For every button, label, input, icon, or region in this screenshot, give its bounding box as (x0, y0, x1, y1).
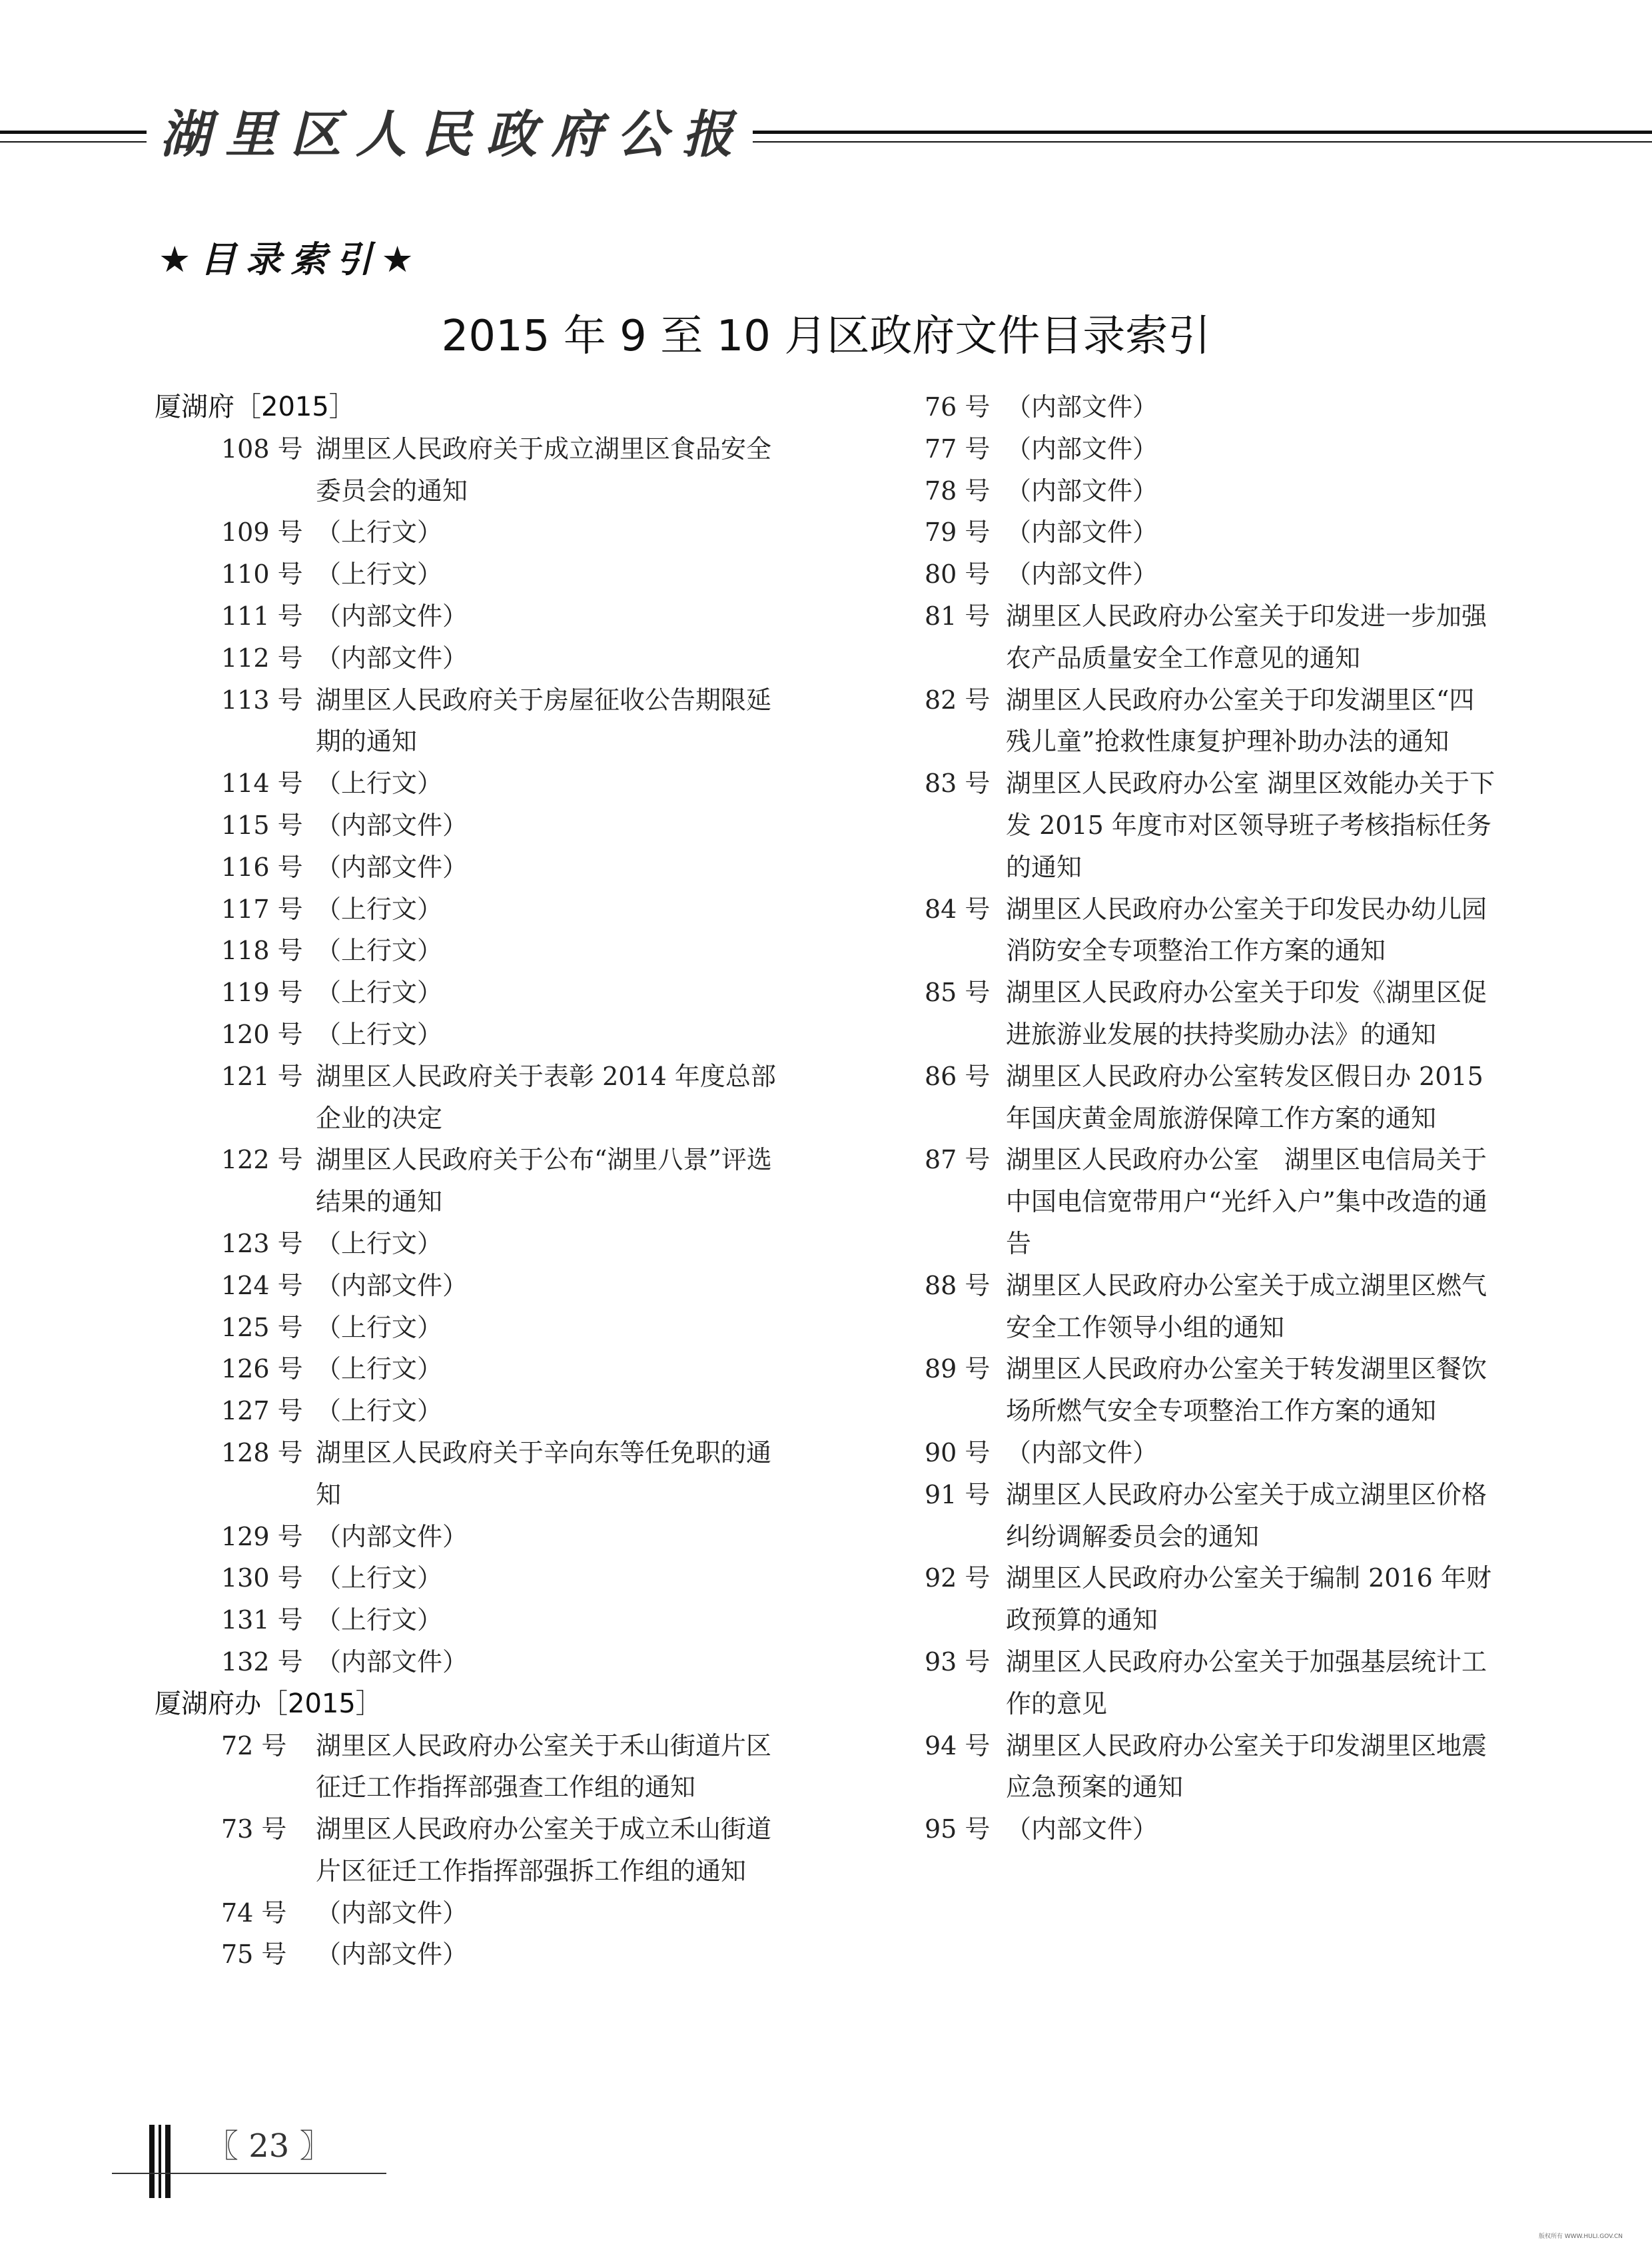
index-entry (925, 1808, 1511, 1850)
document-title: 湖里区人民政府办公室转发区假日办 2015 年国庆黄金周旅游保障工作方案的通知 (1006, 1061, 1483, 1133)
footer-bars-ornament (149, 2125, 173, 2198)
index-entry (155, 512, 821, 554)
header-rule-right-thin (613, 141, 1652, 143)
index-entry (925, 679, 1511, 763)
document-number: 93 号 (925, 1647, 991, 1677)
index-entry (155, 1223, 821, 1265)
footer-rule (112, 2173, 386, 2174)
document-number: 84 号 (925, 894, 991, 924)
index-entry (925, 1641, 1511, 1725)
document-title: 湖里区人民政府关于辛向东等任免职的通知 (316, 1437, 772, 1509)
document-title: （内部文件） (1006, 560, 1158, 589)
document-number: 75 号 (221, 1940, 287, 1970)
document-title: 湖里区人民政府关于公布“湖里八景”评选结果的通知 (316, 1145, 772, 1217)
index-entry (155, 889, 821, 931)
document-number: 73 号 (221, 1814, 287, 1844)
document-title: （上行文） (316, 518, 443, 548)
document-number: 125 号 (221, 1312, 303, 1342)
index-entry (155, 805, 821, 847)
document-number: 117 号 (221, 894, 303, 924)
index-entry (155, 1725, 821, 1809)
document-number: 123 号 (221, 1228, 303, 1258)
document-title: 湖里区人民政府办公室关于转发湖里区餐饮场所燃气安全专项整治工作方案的通知 (1006, 1354, 1487, 1426)
section-tag: ★目录索引★ (159, 238, 423, 280)
index-entry (155, 1348, 821, 1390)
document-number: 126 号 (221, 1354, 303, 1384)
document-number: 130 号 (221, 1563, 303, 1593)
document-number: 80 号 (925, 560, 991, 589)
document-title: 湖里区人民政府办公室关于印发湖里区“四残儿童”抢救性康复护理补助办法的通知 (1006, 685, 1475, 757)
document-number: 132 号 (221, 1647, 303, 1677)
index-entry (155, 1390, 821, 1432)
index-entry (925, 1725, 1511, 1809)
document-title: 湖里区人民政府办公室关于成立禾山街道片区征迁工作指挥部强拆工作组的通知 (316, 1814, 772, 1886)
index-entry (155, 1014, 821, 1056)
document-number: 86 号 (925, 1061, 991, 1091)
document-number: 121 号 (221, 1061, 303, 1091)
index-entry (155, 679, 821, 763)
document-title: 湖里区人民政府关于表彰 2014 年度总部企业的决定 (316, 1061, 776, 1133)
document-number: 127 号 (221, 1396, 303, 1426)
index-entry (155, 1599, 821, 1641)
document-number: 111 号 (221, 601, 303, 631)
document-title: （上行文） (316, 1312, 443, 1342)
page-number: 〖 23 〗 (206, 2127, 332, 2165)
document-number: 124 号 (221, 1270, 303, 1300)
document-number: 85 号 (925, 978, 991, 1008)
index-entry (925, 972, 1511, 1056)
document-number: 91 号 (925, 1479, 991, 1509)
document-title: 湖里区人民政府办公室 湖里区电信局关于中国电信宽带用户“光纤入户”集中改造的通告 (1006, 1145, 1487, 1258)
index-entry (925, 889, 1511, 972)
document-title: （内部文件） (1006, 1814, 1158, 1844)
document-number: 87 号 (925, 1145, 991, 1175)
document-number: 72 号 (221, 1730, 287, 1760)
document-title: （内部文件） (316, 1940, 468, 1970)
document-title: 湖里区人民政府办公室关于成立湖里区燃气安全工作领导小组的通知 (1006, 1270, 1487, 1342)
index-entry (155, 1934, 821, 1976)
index-entry (155, 1641, 821, 1683)
document-number: 122 号 (221, 1145, 303, 1175)
document-title: （内部文件） (316, 1647, 468, 1677)
index-entry (925, 1557, 1511, 1641)
index-entry (925, 1432, 1511, 1474)
document-number: 119 号 (221, 978, 303, 1008)
index-entry (925, 554, 1511, 595)
document-title: （上行文） (316, 978, 443, 1008)
document-number: 89 号 (925, 1354, 991, 1384)
index-entry (925, 428, 1511, 470)
gazette-title: 湖里区人民政府公报 (155, 101, 753, 168)
document-title: （上行文） (316, 1563, 443, 1593)
document-title: （内部文件） (316, 810, 468, 840)
document-title: 湖里区人民政府办公室关于编制 2016 年财政预算的通知 (1006, 1563, 1491, 1635)
index-entry (925, 1474, 1511, 1558)
left-column (155, 386, 821, 1976)
document-title: 湖里区人民政府办公室关于印发进一步加强农产品质量安全工作意见的通知 (1006, 601, 1487, 673)
document-title: （内部文件） (316, 601, 468, 631)
document-title: 湖里区人民政府办公室 湖里区效能办关于下发 2015 年度市对区领导班子考核指标任务的通知 (1006, 769, 1495, 882)
document-title: （上行文） (316, 1396, 443, 1426)
document-title: （内部文件） (1006, 476, 1158, 506)
document-number: 108 号 (221, 434, 303, 464)
document-title: （上行文） (316, 560, 443, 589)
document-title: （内部文件） (316, 1521, 468, 1551)
document-title: （内部文件） (1006, 434, 1158, 464)
document-number: 79 号 (925, 518, 991, 548)
document-title: 湖里区人民政府办公室关于印发民办幼儿园消防安全专项整治工作方案的通知 (1006, 894, 1487, 966)
document-title: （内部文件） (1006, 1437, 1158, 1467)
document-number: 120 号 (221, 1019, 303, 1049)
document-number: 82 号 (925, 685, 991, 715)
document-number: 81 号 (925, 601, 991, 631)
document-number: 114 号 (221, 769, 303, 799)
index-entry (155, 1808, 821, 1892)
index-entry (925, 595, 1511, 679)
index-entry (925, 512, 1511, 554)
document-number: 83 号 (925, 769, 991, 799)
index-entry (155, 428, 821, 512)
index-entry (925, 470, 1511, 512)
index-entry (155, 1307, 821, 1349)
index-entry (155, 554, 821, 595)
document-number: 109 号 (221, 518, 303, 548)
header-rule-left (0, 131, 147, 134)
document-title: （上行文） (316, 769, 443, 799)
page-title: 2015 年 9 至 10 月区政府文件目录索引 (441, 312, 1211, 361)
index-entry (155, 1265, 821, 1307)
header-rule-right (613, 131, 1652, 134)
document-number: 129 号 (221, 1521, 303, 1551)
document-number: 88 号 (925, 1270, 991, 1300)
document-title: （上行文） (316, 1605, 443, 1635)
document-title: 湖里区人民政府办公室关于印发湖里区地震应急预案的通知 (1006, 1730, 1487, 1802)
document-title: 湖里区人民政府办公室关于印发《湖里区促进旅游业发展的扶持奖励办法》的通知 (1006, 978, 1487, 1049)
index-entry (925, 763, 1511, 888)
document-title: （内部文件） (1006, 392, 1158, 422)
document-number: 128 号 (221, 1437, 303, 1467)
document-number: 113 号 (221, 685, 303, 715)
document-title: 湖里区人民政府办公室关于禾山街道片区征迁工作指挥部强查工作组的通知 (316, 1730, 772, 1802)
index-entry (155, 1139, 821, 1223)
right-column (925, 386, 1511, 1850)
document-title: （上行文） (316, 894, 443, 924)
document-title: 湖里区人民政府办公室关于成立湖里区价格纠纷调解委员会的通知 (1006, 1479, 1487, 1551)
index-entry (155, 763, 821, 805)
document-number: 94 号 (925, 1730, 991, 1760)
document-number: 90 号 (925, 1437, 991, 1467)
document-number: 78 号 (925, 476, 991, 506)
document-title: （上行文） (316, 1019, 443, 1049)
index-entry (925, 386, 1511, 428)
index-entry (155, 595, 821, 637)
document-title: （内部文件） (316, 852, 468, 882)
index-entry (155, 1892, 821, 1934)
document-number: 74 号 (221, 1898, 287, 1928)
index-entry (155, 1056, 821, 1140)
index-entry (925, 1056, 1511, 1140)
index-entry (155, 1516, 821, 1558)
document-number: 76 号 (925, 392, 991, 422)
document-title: （内部文件） (316, 1270, 468, 1300)
document-title: （内部文件） (316, 643, 468, 673)
document-number: 95 号 (925, 1814, 991, 1844)
document-number: 92 号 (925, 1563, 991, 1593)
document-number: 112 号 (221, 643, 303, 673)
document-title: 湖里区人民政府办公室关于加强基层统计工作的意见 (1006, 1647, 1487, 1718)
index-entry (155, 1432, 821, 1516)
index-entry (155, 637, 821, 679)
document-number: 110 号 (221, 560, 303, 589)
document-series-heading: 厦湖府办［2015］ (155, 1688, 382, 1719)
index-entry (155, 972, 821, 1014)
document-number: 118 号 (221, 936, 303, 966)
copyright-note: 版权所有 WWW.HULI.GOV.CN (1539, 2233, 1623, 2240)
index-entry (155, 930, 821, 972)
document-number: 116 号 (221, 852, 303, 882)
document-title: 湖里区人民政府关于房屋征收公告期限延期的通知 (316, 685, 772, 757)
document-number: 115 号 (221, 810, 303, 840)
document-number: 131 号 (221, 1605, 303, 1635)
document-title: （内部文件） (1006, 518, 1158, 548)
document-title: （上行文） (316, 1228, 443, 1258)
index-entry (925, 1348, 1511, 1432)
document-series-heading: 厦湖府［2015］ (155, 392, 356, 422)
header-rule-left-thin (0, 141, 147, 143)
index-entry (155, 1557, 821, 1599)
document-title: 湖里区人民政府关于成立湖里区食品安全委员会的通知 (316, 434, 772, 506)
index-entry (155, 847, 821, 889)
document-title: （上行文） (316, 1354, 443, 1384)
index-entry (925, 1139, 1511, 1264)
document-title: （上行文） (316, 936, 443, 966)
document-title: （内部文件） (316, 1898, 468, 1928)
document-number: 77 号 (925, 434, 991, 464)
index-entry (925, 1265, 1511, 1349)
